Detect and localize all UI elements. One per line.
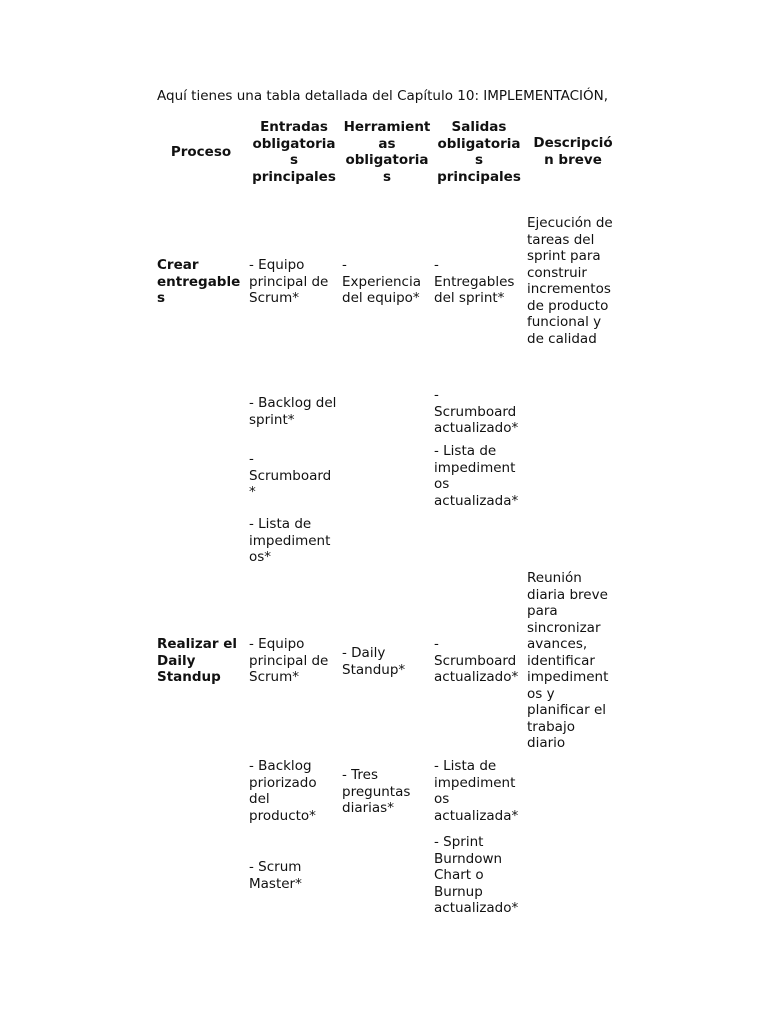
header-descripcion: Descripció n breve: [533, 135, 613, 168]
output-item: - Scrumboard actualizado*: [434, 636, 519, 685]
output-item: - Scrumboard actualizado*: [434, 387, 519, 436]
tool-item: - Tres preguntas diarias*: [342, 767, 411, 816]
input-item: - Equipo principal de Scrum*: [249, 257, 329, 306]
intro-text: Aquí tienes una tabla detallada del Capítulo 10: IMPLEMENTACIÓN,: [157, 88, 608, 104]
input-item: - Lista de impediment os*: [249, 516, 331, 565]
process-name: Realizar el Daily Standup: [157, 636, 238, 685]
output-item: - Lista de impediment os actualizada*: [434, 443, 519, 509]
output-item: - Lista de impediment os actualizada*: [434, 758, 519, 824]
input-item: - Scrum Master*: [249, 859, 302, 892]
input-item: - Scrumboard *: [249, 451, 332, 500]
tool-item: - Daily Standup*: [342, 645, 406, 678]
input-item: - Backlog del sprint*: [249, 395, 337, 428]
description-text: Ejecución de tareas del sprint para construir incrementos de producto funcional y de calidad: [527, 215, 613, 347]
description-text: Reunión diaria breve para sincronizar avances, identificar impediment os y planificar el trabajo diario: [527, 570, 609, 751]
output-item: - Sprint Burndown Chart o Burnup actualizado*: [434, 834, 519, 916]
input-item: - Backlog priorizado del producto*: [249, 758, 317, 824]
header-entradas: Entradas obligatoria s principales: [252, 119, 336, 185]
tool-item: - Experiencia del equipo*: [342, 257, 422, 306]
input-item: - Equipo principal de Scrum*: [249, 636, 329, 685]
header-proceso: Proceso: [170, 144, 232, 160]
header-salidas: Salidas obligatoria s principales: [437, 119, 521, 185]
header-herramientas: Herramient as obligatoria s: [343, 119, 431, 185]
output-item: - Entregables del sprint*: [434, 257, 515, 306]
process-name: Crear entregable s: [157, 257, 241, 306]
